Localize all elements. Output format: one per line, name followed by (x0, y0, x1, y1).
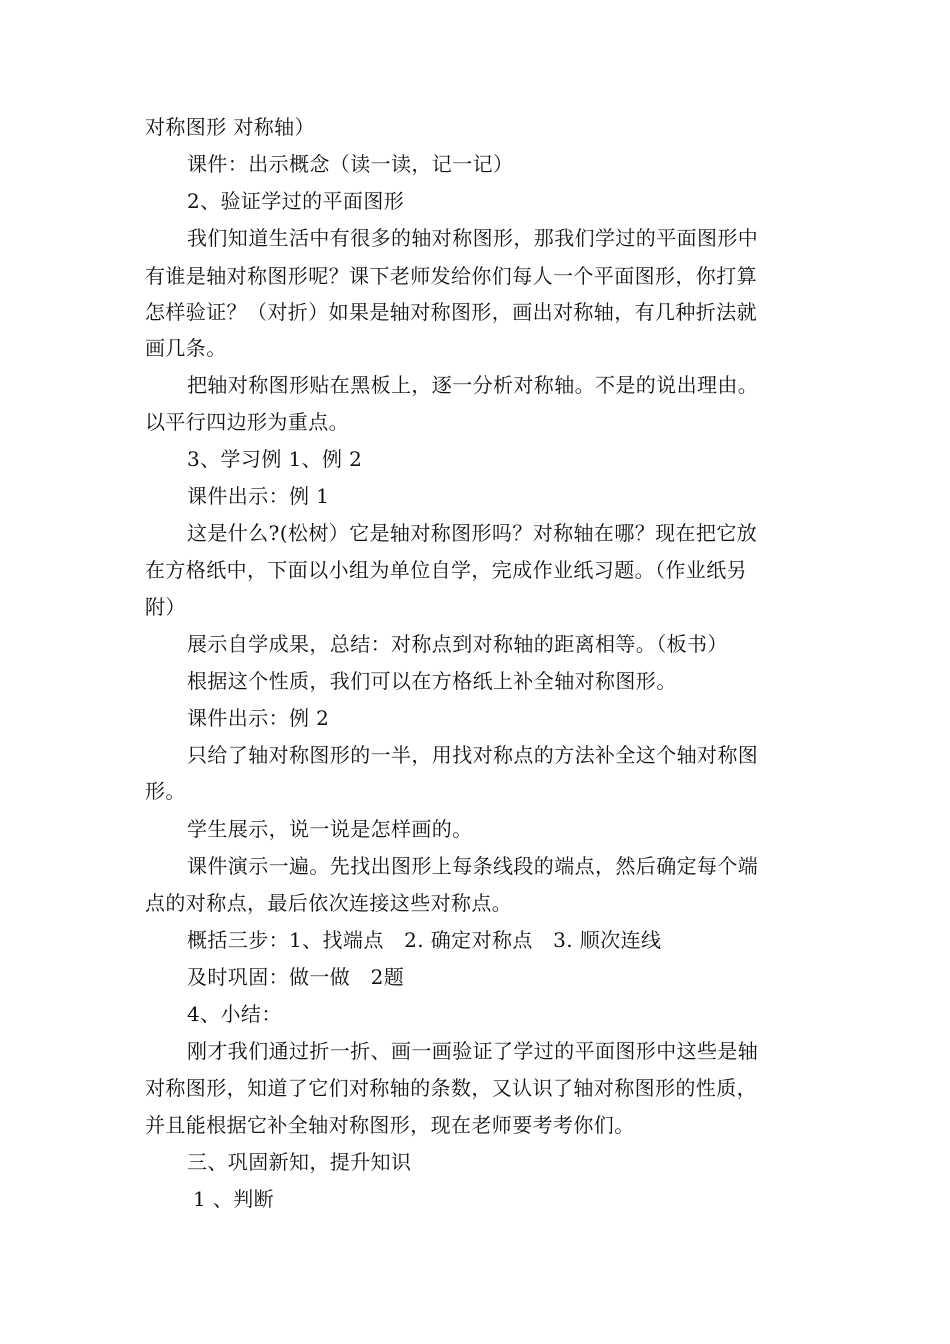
text-line: 课件出示：例 2 (187, 706, 330, 730)
text-line: 4、小结： (187, 1002, 282, 1026)
text-line: 3、学习例 1、例 2 (187, 447, 363, 471)
text-line: 把轴对称图形贴在黑板上，逐一分析对称轴。不是的说出理由。 (187, 373, 759, 397)
text-line: 在方格纸中，下面以小组为单位自学，完成作业纸习题。（作业纸另 (145, 558, 747, 582)
text-line: 对称图形，知道了它们对称轴的条数，又认识了轴对称图形的性质， (145, 1076, 757, 1100)
text-line: 这是什么?(松树）它是轴对称图形吗？对称轴在哪？现在把它放 (187, 521, 758, 545)
text-line: 怎样验证？（对折）如果是轴对称图形，画出对称轴，有几种折法就 (145, 300, 757, 324)
text-line: 课件出示：例 1 (187, 484, 330, 508)
text-line: 课件演示一遍。先找出图形上每条线段的端点，然后确定每个端 (187, 854, 759, 878)
text-line: 并且能根据它补全轴对称图形，现在老师要考考你们。 (145, 1113, 635, 1137)
text-line: 有谁是轴对称图形呢？课下老师发给你们每人一个平面图形，你打算 (145, 264, 757, 288)
text-line: 1 、判断 (193, 1187, 275, 1211)
text-line: 画几条。 (145, 336, 227, 360)
text-line: 2、验证学过的平面图形 (187, 189, 405, 213)
text-line: 三、巩固新知，提升知识 (187, 1150, 412, 1174)
text-line: 对称图形 对称轴） (145, 115, 315, 139)
text-line: 附） (145, 595, 186, 619)
text-line: 形。 (145, 779, 186, 803)
text-line: 以平行四边形为重点。 (145, 410, 349, 434)
text-line: 点的对称点，最后依次连接这些对称点。 (145, 891, 513, 915)
text-line: 只给了轴对称图形的一半，用找对称点的方法补全这个轴对称图 (187, 743, 759, 767)
text-line: 概括三步：1、找端点 2. 确定对称点 3. 顺次连线 (187, 928, 662, 952)
text-line: 我们知道生活中有很多的轴对称图形，那我们学过的平面图形中 (187, 226, 759, 250)
text-line: 展示自学成果，总结：对称点到对称轴的距离相等。（板书） (187, 632, 728, 656)
text-line: 课件：出示概念（读一读，记一记） (187, 152, 514, 176)
text-line: 刚才我们通过折一折、画一画验证了学过的平面图形中这些是轴 (187, 1039, 759, 1063)
text-line: 根据这个性质，我们可以在方格纸上补全轴对称图形。 (187, 669, 677, 693)
text-line: 学生展示，说一说是怎样画的。 (187, 817, 473, 841)
text-line: 及时巩固：做一做 2题 (187, 965, 405, 989)
